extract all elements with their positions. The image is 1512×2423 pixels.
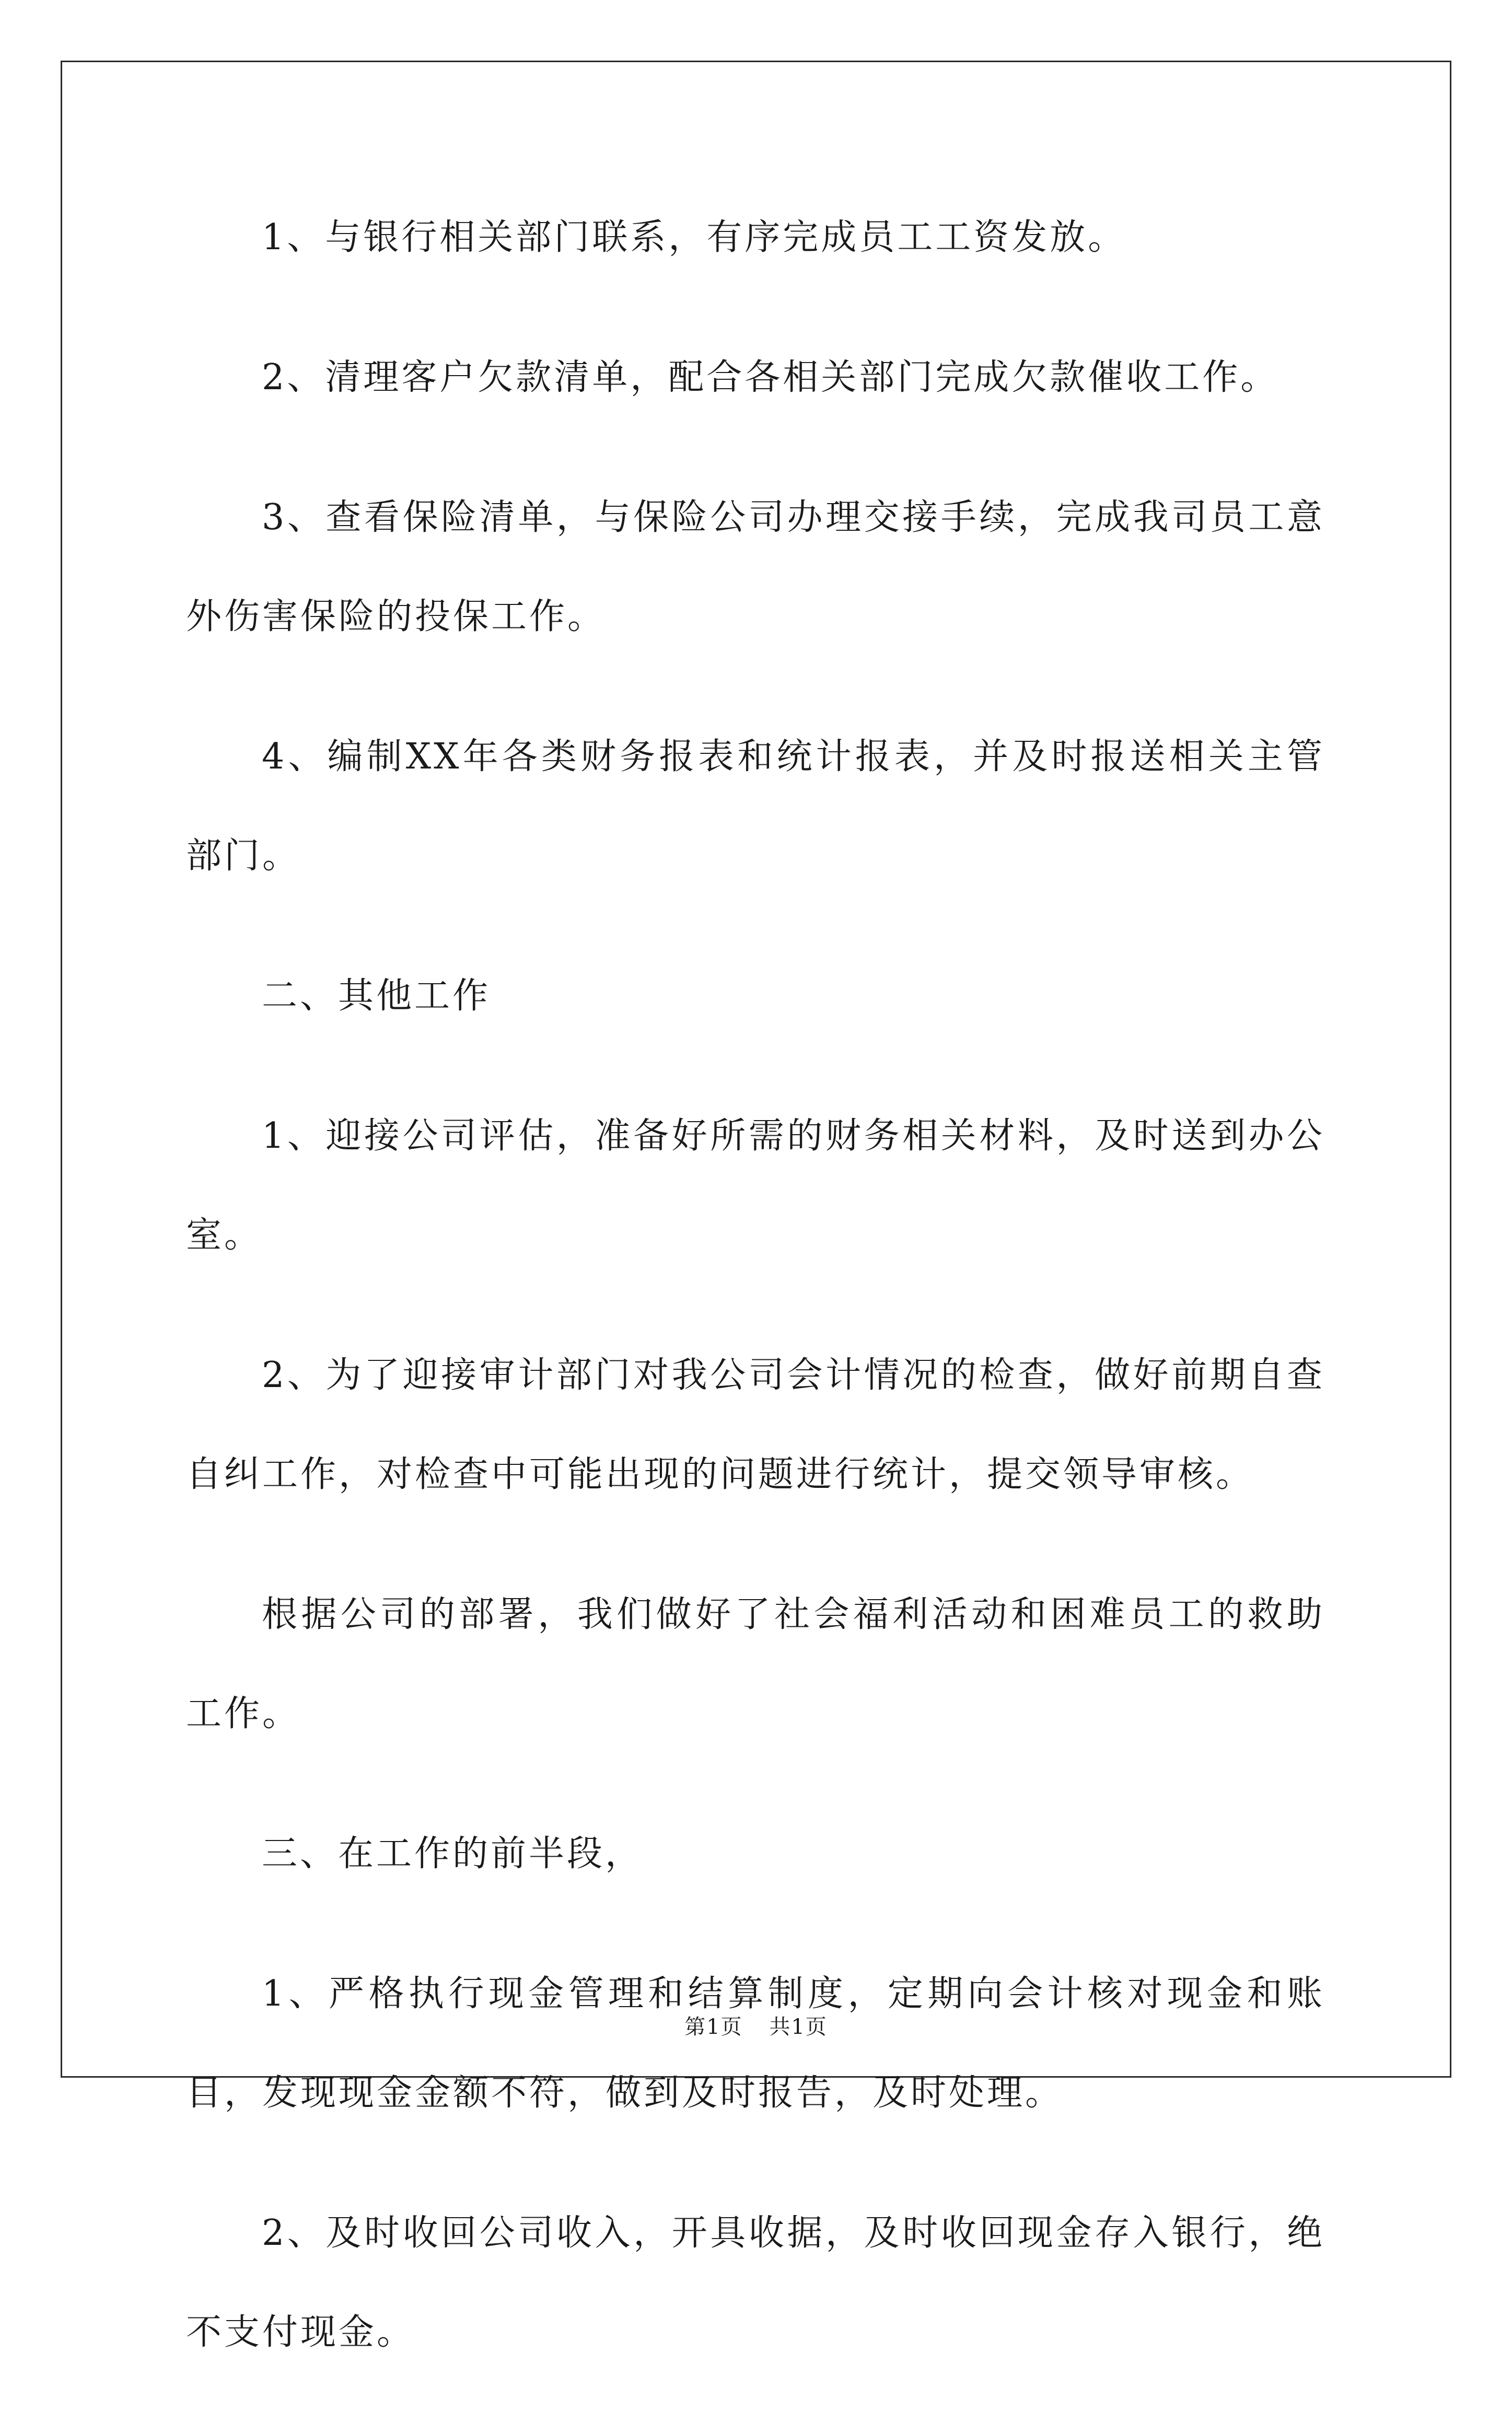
paragraph: 1、严格执行现金管理和结算制度，定期向会计核对现金和账目，发现现金金额不符，做到及时报告，及时处理。 (186, 1973, 1325, 2114)
paragraph: 3、查看保险清单，与保险公司办理交接手续，完成我司员工意外伤害保险的投保工作。 (186, 497, 1325, 637)
document-body (186, 188, 1325, 2423)
paragraph: 4、编制XX年各类财务报表和统计报表，并及时报送相关主管部门。 (186, 736, 1325, 877)
page-total: 共1页 (769, 2015, 828, 2039)
paragraph: 2、为了迎接审计部门对我公司会计情况的检查，做好前期自查自纠工作，对检查中可能出现的问题进行统计，提交领导审核。 (186, 1355, 1325, 1495)
paragraph: 2、清理客户欠款清单，配合各相关部门完成欠款催收工作。 (262, 357, 1279, 398)
section-heading: 二、其他工作 (262, 975, 491, 1017)
page-number: 第1页 (684, 2015, 743, 2039)
page-footer (0, 2010, 1512, 2040)
paragraph: 1、迎接公司评估，准备好所需的财务相关材料，及时送到办公室。 (186, 1115, 1325, 1256)
section-heading: 三、在工作的前半段， (262, 1833, 644, 1874)
paragraph: 2、及时收回公司收入，开具收据，及时收回现金存入银行，绝不支付现金。 (186, 2212, 1325, 2353)
paragraph: 根据公司的部署，我们做好了社会福利活动和困难员工的救助工作。 (186, 1594, 1325, 1734)
paragraph: 1、与银行相关部门联系，有序完成员工工资发放。 (262, 217, 1126, 258)
